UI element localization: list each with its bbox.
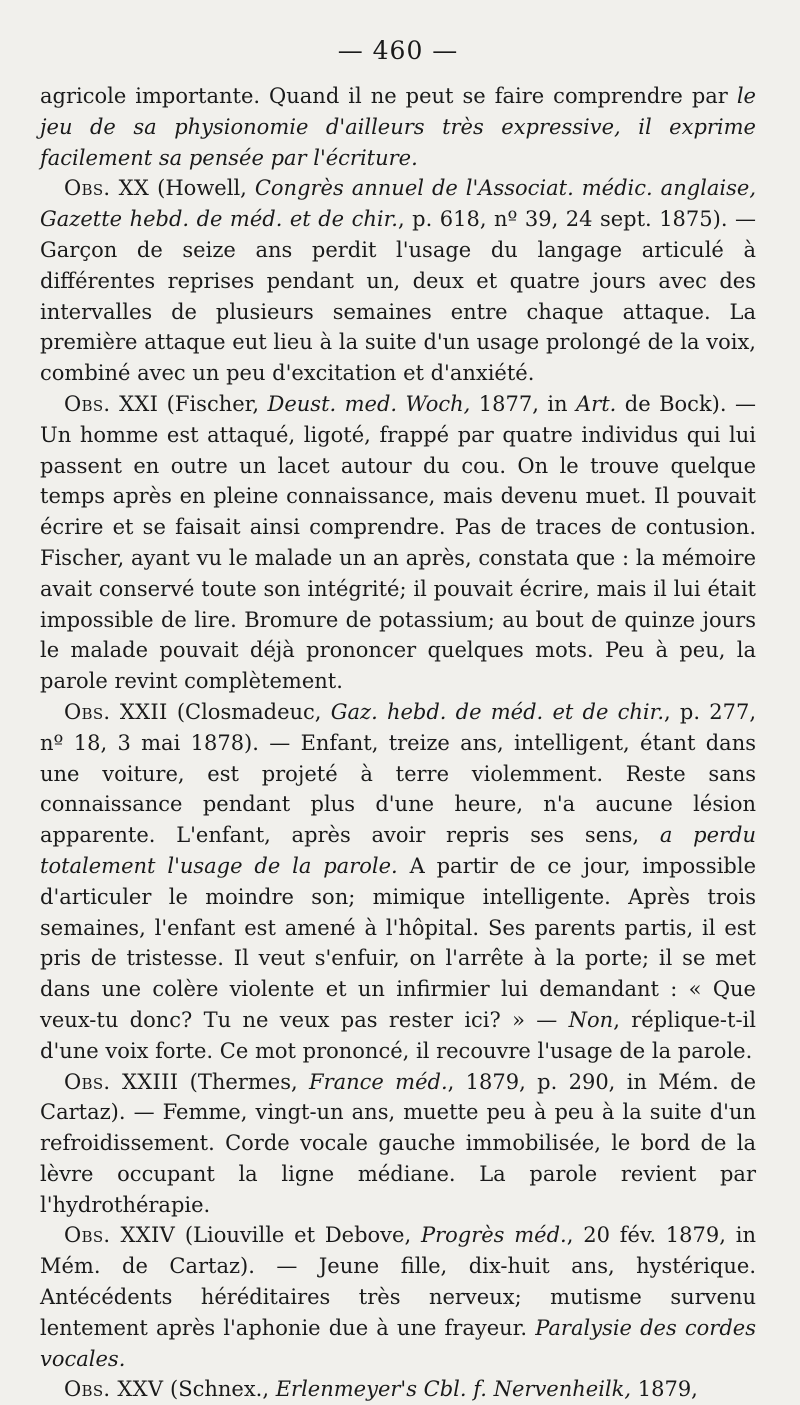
text-segment: (Liouville et Debove,: [175, 1223, 421, 1248]
text-segment-italic: Non: [568, 1007, 614, 1032]
observation-label: Obs. XXIII: [64, 1069, 179, 1094]
text-segment-italic: le jeu de sa physionomie d'ailleurs très expressive, il exprime facilement sa pensée par l'écriture.: [40, 84, 756, 170]
text-segment: 1877, in: [470, 391, 577, 416]
citation-italic: France méd.: [309, 1069, 448, 1094]
text-segment: , p. 277, nº 18, 3 mai 1878). — Enfant, treize ans, intelligent, étant dans une voiture, est projeté à terre violemment. Reste sans connaissance pendant plus d'une heure, n'a aucune lésion apparente. L'enfant, après avoir repris ses sens,: [40, 699, 757, 848]
text-segment-italic: Paralysie des cordes vocales.: [40, 1315, 756, 1371]
text-segment: (Thermes,: [178, 1069, 309, 1094]
text-segment: (Closmadeuc,: [167, 699, 331, 724]
text-segment-italic: a perdu totalement l'usage de la parole.: [40, 823, 756, 878]
citation-italic: Progrès méd.: [420, 1223, 567, 1248]
paragraph-intro: [40, 81, 756, 173]
text-segment: , 1879, p. 290, in Mém. de Cartaz). — Femme, vingt-un ans, muette peu à peu à la suite d'un refroidissement. Corde vocale gauche immobilisée, le bord de la lèvre occupant la ligne médiane. La parole revient par l'hydrothérapie.: [40, 1069, 757, 1217]
text-segment: , 20 fév. 1879, in Mém. de Cartaz). — Jeune fille, dix-huit ans, hystérique. Antécédents héréditaires très nerveux; mutisme survenu lentement après l'aphonie due à une frayeur.: [40, 1223, 756, 1340]
text-segment: (Schnex.,: [163, 1377, 276, 1402]
citation-italic: Art.: [576, 391, 617, 416]
observation-label: Obs. XX: [64, 176, 150, 201]
text-segment: agricole importante. Quand il ne peut se faire comprendre par: [40, 84, 737, 108]
paragraph-obs-xxi: [40, 389, 756, 697]
observation-label: Obs. XXII: [64, 699, 168, 724]
text-segment: 1879,: [631, 1377, 698, 1402]
paragraph-obs-xxiii: [40, 1067, 756, 1221]
text-segment: , p. 618, nº 39, 24 sept. 1875). — Garçon de seize ans perdit l'usage du langage articulé à différentes reprises pendant un, deux et quatre jours avec des intervalles de plusieurs semaines entre chaque attaque. La première attaque eut lieu à la suite d'un usage prolongé de la voix, combiné avec un peu d'excitation et d'anxiété.: [40, 207, 756, 386]
observation-label: Obs. XXV: [64, 1377, 164, 1402]
text-segment: (Howell,: [149, 176, 255, 201]
paragraph-obs-xxv: [40, 1374, 756, 1405]
text-segment: (Fischer,: [158, 391, 268, 416]
observation-label: Obs. XXIV: [64, 1223, 176, 1248]
citation-italic: Erlenmeyer's Cbl. f. Nervenheilk,: [275, 1377, 632, 1402]
paragraph-obs-xxii: [40, 697, 756, 1067]
paragraph-obs-xx: [40, 173, 756, 389]
body-text: [40, 81, 756, 1405]
page-number: — 460 —: [337, 36, 459, 65]
text-segment: A partir de ce jour, impossible d'articuler le moindre son; mimique intelligente. Après trois semaines, l'enfant est amené à l'hôpital. Ses parents partis, il est pris de tristesse. Il veut s'enfuir, on l'arrête à la porte; il se met dans une colère violente et un infirmier lui demandant : « Que veux-tu donc? Tu ne veux pas rester ici? » —: [40, 853, 756, 1032]
paragraph-obs-xxiv: [40, 1220, 756, 1374]
citation-italic: Congrès annuel de l'Associat. médic. anglaise, Gazette hebd. de méd. et de chir.: [40, 176, 756, 232]
text-segment: , réplique-t-il d'une voix forte. Ce mot prononcé, il recouvre l'usage de la parole.: [40, 1007, 756, 1063]
text-segment: de Bock). — Un homme est attaqué, ligoté, frappé par quatre individus qui lui passent en outre un lacet autour du cou. On le trouve quelque temps après en pleine connaissance, mais devenu muet. Il pouvait écrire et se faisait ainsi comprendre. Pas de traces de contusion. Fischer, ayant vu le malade un an après, constata que : la mémoire avait conservé toute son intégrité; il pouvait écrire, mais il lui était impossible de lire. Bromure de potassium; au bout de quinze jours le malade pouvait déjà prononcer quelques mots. Peu à peu, la parole revint complètement.: [40, 391, 756, 694]
citation-italic: Gaz. hebd. de méd. et de chir.: [330, 699, 665, 724]
citation-italic: Deust. med. Woch,: [267, 391, 471, 416]
observation-label: Obs. XXI: [64, 391, 159, 416]
